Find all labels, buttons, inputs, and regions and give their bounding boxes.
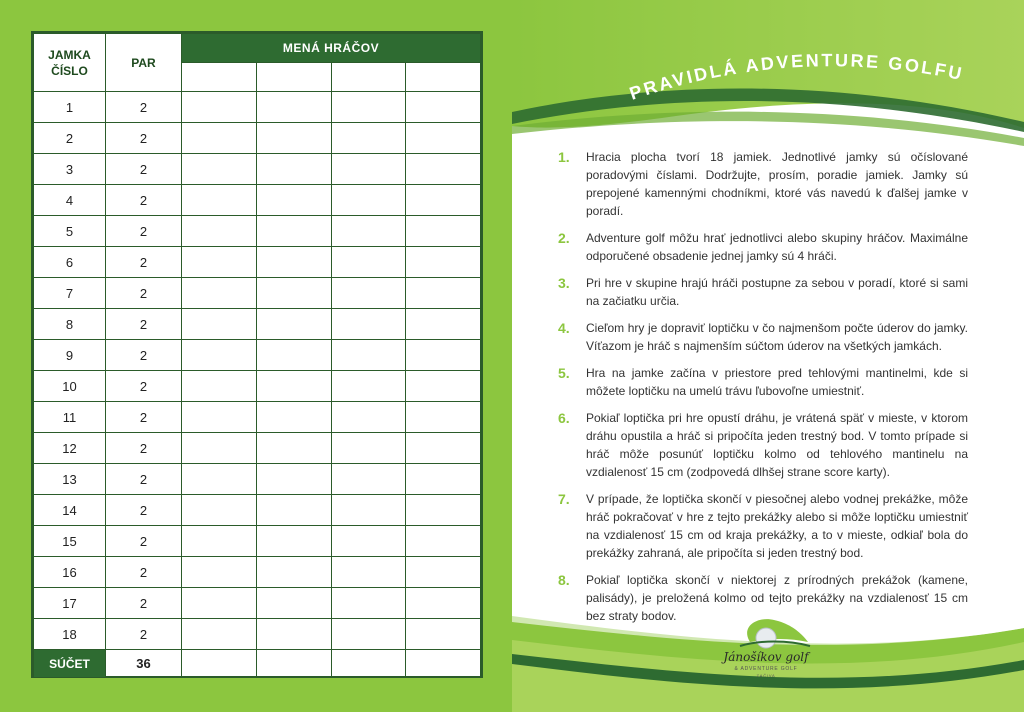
hole-number: 9 xyxy=(34,340,106,371)
table-row xyxy=(34,433,481,464)
header-par: PAR xyxy=(106,34,182,92)
rule-text: Cieľom hry je dopraviť loptičku v čo najmenšom počte úderov do jamky. Víťazom je hráč s najmenším súčtom úderov na všetkých jamkách. xyxy=(586,321,968,353)
hole-number: 16 xyxy=(34,557,106,588)
rule-number: 7. xyxy=(558,491,570,507)
score-cell-player-3[interactable] xyxy=(331,185,406,216)
scorecard xyxy=(31,31,483,678)
table-row xyxy=(34,278,481,309)
table-row xyxy=(34,185,481,216)
score-cell-player-2[interactable] xyxy=(256,588,331,619)
score-rows xyxy=(34,92,481,650)
table-row xyxy=(34,619,481,650)
score-cell-player-3[interactable] xyxy=(331,557,406,588)
score-cell-player-4[interactable] xyxy=(406,309,481,340)
hole-number: 11 xyxy=(34,402,106,433)
player-name-field-4[interactable] xyxy=(406,63,481,92)
hole-number: 6 xyxy=(34,247,106,278)
rule-item xyxy=(558,274,968,310)
score-cell-player-3[interactable] xyxy=(331,309,406,340)
table-row xyxy=(34,92,481,123)
rules-panel xyxy=(512,0,1024,712)
score-cell-player-4[interactable] xyxy=(406,619,481,650)
score-cell-player-2[interactable] xyxy=(256,464,331,495)
score-cell-player-1[interactable] xyxy=(182,278,257,309)
hole-number: 8 xyxy=(34,309,106,340)
rule-number: 5. xyxy=(558,365,570,381)
hole-number: 1 xyxy=(34,92,106,123)
score-cell-player-4[interactable] xyxy=(406,495,481,526)
rule-number: 1. xyxy=(558,149,570,165)
par-value: 2 xyxy=(106,588,182,619)
score-cell-player-1[interactable] xyxy=(182,247,257,278)
total-player-4[interactable] xyxy=(406,650,481,678)
total-player-3[interactable] xyxy=(331,650,406,678)
score-cell-player-1[interactable] xyxy=(182,216,257,247)
score-cell-player-4[interactable] xyxy=(406,433,481,464)
score-cell-player-2[interactable] xyxy=(256,185,331,216)
par-value: 2 xyxy=(106,278,182,309)
hole-number: 2 xyxy=(34,123,106,154)
total-par-value: 36 xyxy=(106,650,182,678)
score-cell-player-3[interactable] xyxy=(331,464,406,495)
score-cell-player-4[interactable] xyxy=(406,340,481,371)
rule-text: V prípade, že loptička skončí v piesočnej alebo vodnej prekážke, môže hráč pokračovať v hre z tejto prekážky alebo si môže loptičku umiestniť na vzdialenosť 15 cm od kraja prekážky, a to v mieste, odkiaľ bola do prekážky zahraná, ale pripočíta si jeden trestný bod. xyxy=(586,492,968,560)
header-player-names: MENÁ HRÁČOV xyxy=(182,34,481,63)
score-cell-player-2[interactable] xyxy=(256,123,331,154)
score-cell-player-2[interactable] xyxy=(256,340,331,371)
par-value: 2 xyxy=(106,495,182,526)
score-cell-player-3[interactable] xyxy=(331,433,406,464)
score-cell-player-3[interactable] xyxy=(331,526,406,557)
table-row xyxy=(34,154,481,185)
score-cell-player-2[interactable] xyxy=(256,371,331,402)
hole-number: 17 xyxy=(34,588,106,619)
score-cell-player-3[interactable] xyxy=(331,619,406,650)
score-cell-player-2[interactable] xyxy=(256,433,331,464)
table-row xyxy=(34,588,481,619)
score-cell-player-1[interactable] xyxy=(182,309,257,340)
rule-item xyxy=(558,319,968,355)
rule-number: 6. xyxy=(558,410,570,426)
hole-number: 4 xyxy=(34,185,106,216)
hole-number: 5 xyxy=(34,216,106,247)
table-row xyxy=(34,526,481,557)
hole-number: 10 xyxy=(34,371,106,402)
score-cell-player-3[interactable] xyxy=(331,216,406,247)
score-cell-player-2[interactable] xyxy=(256,309,331,340)
table-row xyxy=(34,557,481,588)
score-cell-player-4[interactable] xyxy=(406,216,481,247)
player-name-field-2[interactable] xyxy=(256,63,331,92)
score-cell-player-2[interactable] xyxy=(256,154,331,185)
score-cell-player-2[interactable] xyxy=(256,526,331,557)
score-cell-player-3[interactable] xyxy=(331,278,406,309)
score-cell-player-4[interactable] xyxy=(406,526,481,557)
score-cell-player-1[interactable] xyxy=(182,371,257,402)
par-value: 2 xyxy=(106,309,182,340)
score-cell-player-2[interactable] xyxy=(256,216,331,247)
rule-text: Adventure golf môžu hrať jednotlivci alebo skupiny hráčov. Maximálne odporučené obsadenie jednej jamky sú 4 hráči. xyxy=(586,231,968,263)
rule-text: Hracia plocha tvorí 18 jamiek. Jednotlivé jamky sú očíslované poradovými číslami. Dodržujte, prosím, poradie jamiek. Jamky sú prepojené kamennými chodníkmi, ktoré vás navedú k ďalšej jamke v poradí. xyxy=(586,150,968,218)
score-cell-player-1[interactable] xyxy=(182,402,257,433)
player-name-field-3[interactable] xyxy=(331,63,406,92)
score-cell-player-3[interactable] xyxy=(331,92,406,123)
par-value: 2 xyxy=(106,619,182,650)
score-cell-player-3[interactable] xyxy=(331,371,406,402)
rule-number: 8. xyxy=(558,572,570,588)
rule-item xyxy=(558,364,968,400)
rules-title-graphic xyxy=(512,0,1024,140)
hole-number: 3 xyxy=(34,154,106,185)
score-cell-player-4[interactable] xyxy=(406,278,481,309)
logo xyxy=(710,612,820,692)
score-cell-player-2[interactable] xyxy=(256,92,331,123)
table-row xyxy=(34,123,481,154)
score-cell-player-3[interactable] xyxy=(331,154,406,185)
rule-item xyxy=(558,409,968,481)
total-player-1[interactable] xyxy=(182,650,257,678)
logo-subtitle: & ADVENTURE GOLF xyxy=(734,666,798,672)
hole-number: 14 xyxy=(34,495,106,526)
score-cell-player-1[interactable] xyxy=(182,433,257,464)
header-hole xyxy=(34,34,106,92)
table-row xyxy=(34,309,481,340)
hole-number: 15 xyxy=(34,526,106,557)
hole-number: 18 xyxy=(34,619,106,650)
score-cell-player-4[interactable] xyxy=(406,247,481,278)
score-cell-player-4[interactable] xyxy=(406,154,481,185)
score-cell-player-4[interactable] xyxy=(406,92,481,123)
header-hole-line2: ČÍSLO xyxy=(51,63,88,78)
score-cell-player-1[interactable] xyxy=(182,619,257,650)
score-cell-player-4[interactable] xyxy=(406,588,481,619)
hole-number: 12 xyxy=(34,433,106,464)
par-value: 2 xyxy=(106,123,182,154)
score-cell-player-2[interactable] xyxy=(256,278,331,309)
par-value: 2 xyxy=(106,216,182,247)
score-cell-player-4[interactable] xyxy=(406,371,481,402)
score-cell-player-1[interactable] xyxy=(182,92,257,123)
score-cell-player-3[interactable] xyxy=(331,123,406,154)
rule-text: Pokiaľ loptička pri hre opustí dráhu, je vrátená späť v mieste, v ktorom dráhu opustila a hráč si pripočíta jeden trestný bod. V tomto prípade si hráč môže posunúť loptičku kolmo od tehlového mantinelu na vzdialenosť 15 cm (zodpovedá dlhšej strane score karty). xyxy=(586,411,968,479)
logo-name: Jánošíkov golf xyxy=(723,650,809,664)
score-cell-player-1[interactable] xyxy=(182,588,257,619)
rules-list xyxy=(558,148,968,634)
par-value: 2 xyxy=(106,433,182,464)
score-cell-player-3[interactable] xyxy=(331,495,406,526)
header-hole-line1: JAMKA xyxy=(48,47,91,62)
score-cell-player-4[interactable] xyxy=(406,123,481,154)
rule-number: 2. xyxy=(558,230,570,246)
table-row xyxy=(34,216,481,247)
logo-location: ZAČIVA xyxy=(756,673,776,678)
par-value: 2 xyxy=(106,247,182,278)
score-cell-player-1[interactable] xyxy=(182,495,257,526)
par-value: 2 xyxy=(106,557,182,588)
rule-text: Hra na jamke začína v priestore pred tehlovými mantinelmi, kde si môžete loptičku na umelú trávu ľubovoľne umiestniť. xyxy=(586,366,968,398)
score-cell-player-1[interactable] xyxy=(182,154,257,185)
score-cell-player-1[interactable] xyxy=(182,557,257,588)
rule-item xyxy=(558,148,968,220)
score-cell-player-3[interactable] xyxy=(331,588,406,619)
rule-text: Pri hre v skupine hrajú hráči postupne za sebou v poradí, ktoré si sami na začiatku určia. xyxy=(586,276,968,308)
score-cell-player-1[interactable] xyxy=(182,526,257,557)
par-value: 2 xyxy=(106,526,182,557)
par-value: 2 xyxy=(106,340,182,371)
par-value: 2 xyxy=(106,464,182,495)
score-cell-player-1[interactable] xyxy=(182,185,257,216)
par-value: 2 xyxy=(106,154,182,185)
table-row xyxy=(34,464,481,495)
rule-item xyxy=(558,229,968,265)
total-player-2[interactable] xyxy=(256,650,331,678)
par-value: 2 xyxy=(106,371,182,402)
par-value: 2 xyxy=(106,185,182,216)
score-cell-player-3[interactable] xyxy=(331,402,406,433)
total-label: SÚČET xyxy=(34,650,106,678)
hole-number: 13 xyxy=(34,464,106,495)
rule-number: 3. xyxy=(558,275,570,291)
score-cell-player-2[interactable] xyxy=(256,557,331,588)
table-row xyxy=(34,402,481,433)
golf-ball-logo-icon xyxy=(710,612,820,652)
rule-item xyxy=(558,490,968,562)
score-cell-player-2[interactable] xyxy=(256,619,331,650)
score-cell-player-3[interactable] xyxy=(331,247,406,278)
score-cell-player-4[interactable] xyxy=(406,185,481,216)
score-cell-player-2[interactable] xyxy=(256,247,331,278)
score-cell-player-1[interactable] xyxy=(182,123,257,154)
rule-text: Pokiaľ loptička skončí v niektorej z prírodných prekážok (kamene, palisády), je preložená kolmo od tejto prekážky na vzdialenosť 15 cm bez straty bodov. xyxy=(586,573,968,623)
score-cell-player-2[interactable] xyxy=(256,402,331,433)
table-row xyxy=(34,340,481,371)
score-cell-player-4[interactable] xyxy=(406,464,481,495)
score-cell-player-4[interactable] xyxy=(406,402,481,433)
rule-number: 4. xyxy=(558,320,570,336)
table-row xyxy=(34,495,481,526)
hole-number: 7 xyxy=(34,278,106,309)
score-cell-player-1[interactable] xyxy=(182,464,257,495)
score-cell-player-3[interactable] xyxy=(331,340,406,371)
score-cell-player-1[interactable] xyxy=(182,340,257,371)
table-row xyxy=(34,371,481,402)
par-value: 2 xyxy=(106,402,182,433)
scorecard-table xyxy=(33,33,481,678)
table-row xyxy=(34,247,481,278)
player-name-field-1[interactable] xyxy=(182,63,257,92)
score-cell-player-2[interactable] xyxy=(256,495,331,526)
par-value: 2 xyxy=(106,92,182,123)
rules-title: PRAVIDLÁ ADVENTURE GOLFU xyxy=(626,50,966,104)
score-cell-player-4[interactable] xyxy=(406,557,481,588)
